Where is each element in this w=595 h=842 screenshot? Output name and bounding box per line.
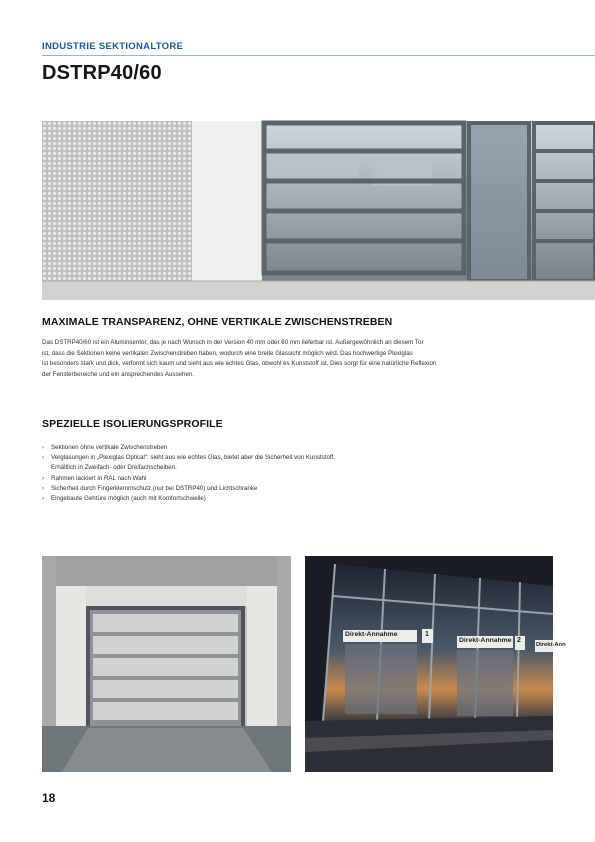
paragraph-line: ist, dass die Sektionen keine vertikalen Zwischenstreben haben, wodurch eine breite Glassicht möglich wird. Das hochwertige Plexiglas [42,349,413,357]
sign-number-1: 1 [425,631,429,638]
list-item-text: Sektionen ohne vertikale Zwischenstreben [51,444,168,451]
hero-photo [42,121,595,300]
dealership-photo [305,556,566,772]
chevron-right-icon: › [42,444,45,451]
paragraph-line: Das DSTRP40/60 ist ein Aluminiumtor, das je nach Wunsch in der Version 40 mm oder 60 mm lieferbar ist. Außergewöhnlich an diesem Tor [42,339,424,346]
list-item-text: Rahmen lackiert in RAL nach Wahl [51,474,147,482]
chevron-right-icon: › [42,454,45,462]
list-item [42,443,335,453]
paragraph-line: ist besonders stark und dick, verformt sich kaum und sieht aus wie echtes Glas, obwohl es Kunststoff ist. Dies sorgt für eine natürliche Reflexion [42,360,437,368]
sign-number-2: 2 [517,637,521,644]
paragraph-line: der Fensterbereiche und ein ansprechendes Aussehen. [42,370,195,378]
section-heading-transparency: MAXIMALE TRANSPARENZ, OHNE VERTIKALE ZWISCHENSTREBEN [42,316,393,328]
sign-direkt-annahme-3: Direkt-Ann [536,642,566,648]
list-item [42,494,335,504]
list-item-text: Eingebaute Gehtüre möglich (auch mit Komfortschwelle) [51,495,206,503]
header-divider [42,55,595,56]
door-photo-indoor [42,556,291,772]
section-label: INDUSTRIE SEKTIONALTORE [42,41,184,52]
page-number: 18 [42,791,56,805]
page-title: DSTRP40/60 [42,62,162,84]
list-item-text: Verglasungen in „Plexiglas Optical“: sieht aus wie echtes Glas, bietet aber die Sicherheit von Kunststoff. [51,454,335,462]
chevron-right-icon: › [42,484,45,492]
sign-direkt-annahme-2: Direkt-Annahme [459,637,512,644]
description-paragraph [42,338,547,380]
chevron-right-icon: › [42,474,45,482]
sign-direkt-annahme-1: Direkt-Annahme [345,631,398,638]
list-item [42,484,335,494]
list-item-continuation: Erhältlich in Zweifach- oder Dreifachscheiben. [51,464,177,472]
list-item [42,453,335,473]
feature-list [42,443,335,504]
list-item [42,474,335,484]
section-heading-insulation: SPEZIELLE ISOLIERUNGSPROFILE [42,418,223,430]
list-item-text: Sicherheit durch Fingerklemmschutz (nur bei DSTRP40) und Lichtschranke [51,484,258,492]
chevron-right-icon: › [42,495,45,503]
